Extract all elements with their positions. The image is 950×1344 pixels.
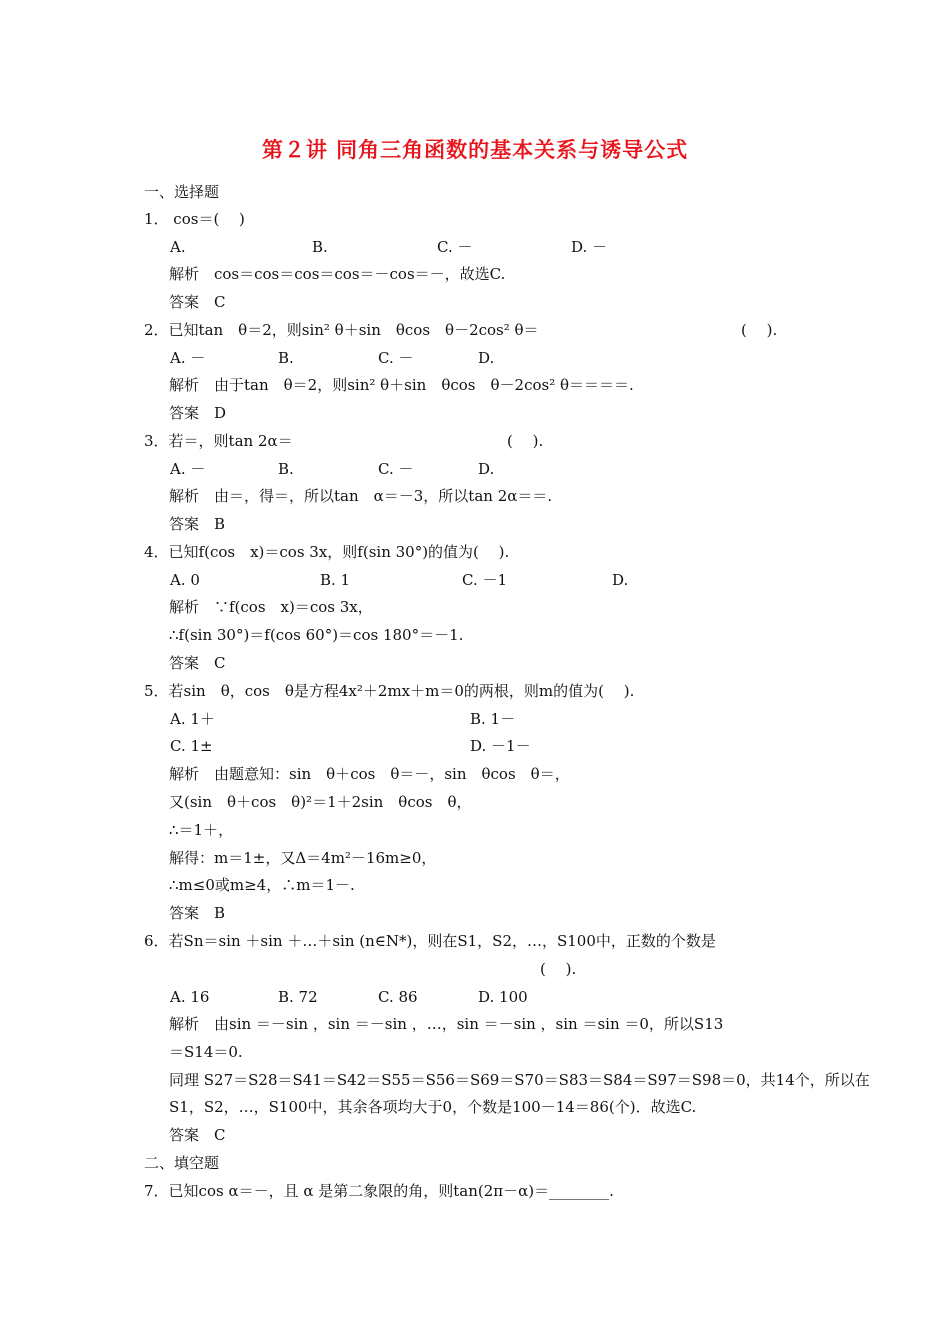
q4-stem: 4．已知f(cos x)＝cos 3x，则f(sin 30°)的值为( ). — [144, 543, 510, 561]
q2-answer: 答案 D — [169, 404, 227, 422]
q3-option-c: C. － — [378, 460, 414, 478]
q5-option-a: A. 1＋ — [170, 710, 215, 728]
section-heading-choice: 一、选择题 — [144, 183, 220, 201]
q2-option-b: B. — [278, 349, 294, 367]
q4-analysis-line-2: ∴f(sin 30°)＝f(cos 60°)＝cos 180°＝－1. — [169, 626, 464, 644]
q4-option-c: C. －1 — [462, 571, 508, 589]
q3-bracket: ( ). — [507, 432, 544, 450]
q4-option-b: B. 1 — [320, 571, 351, 589]
q6-analysis-line-4: S1，S2，…，S100中，其余各项均大于0，个数是100－14＝86(个)．故选C. — [169, 1098, 697, 1116]
q2-analysis: 解析 由于tan θ＝2，则sin² θ＋sin θcos θ－2cos² θ＝＝＝＝. — [169, 376, 634, 394]
q4-option-a: A. 0 — [170, 571, 200, 589]
section-heading-fill: 二、填空题 — [144, 1154, 220, 1172]
q6-stem: 6．若Sn＝sin ＋sin ＋…＋sin (n∈N*)，则在S1，S2，…，S100中，正数的个数是 — [144, 932, 716, 950]
q6-bracket: ( ). — [540, 960, 577, 978]
q6-option-c: C. 86 — [378, 988, 418, 1006]
q1-answer: 答案 C — [169, 293, 226, 311]
q2-bracket: ( ). — [741, 321, 778, 339]
q1-option-d: D. － — [571, 238, 608, 256]
q1-option-b: B. — [312, 238, 328, 256]
q4-option-d: D. — [612, 571, 629, 589]
q6-option-b: B. 72 — [278, 988, 318, 1006]
q2-option-d: D. — [478, 349, 495, 367]
q1-stem: 1． cos＝( ) — [144, 210, 245, 228]
q3-option-b: B. — [278, 460, 294, 478]
q5-option-d: D. －1－ — [470, 737, 531, 755]
q3-stem: 3．若＝，则tan 2α＝ — [144, 432, 293, 450]
q5-analysis-line-5: ∴m≤0或m≥4，∴m＝1－. — [169, 876, 355, 894]
q3-option-d: D. — [478, 460, 495, 478]
q5-analysis-line-1: 解析 由题意知：sin θ＋cos θ＝－，sin θcos θ＝， — [169, 765, 570, 783]
q5-analysis-line-3: ∴＝1＋， — [169, 821, 234, 839]
q1-option-c: C. － — [437, 238, 473, 256]
page-title: 第２讲 同角三角函数的基本关系与诱导公式 — [261, 137, 689, 162]
q2-option-c: C. － — [378, 349, 414, 367]
q6-analysis-line-3: 同理 S27＝S28＝S41＝S42＝S55＝S56＝S69＝S70＝S83＝S84＝S97＝S98＝0，共14个，所以在 — [169, 1071, 870, 1089]
q6-option-a: A. 16 — [170, 988, 210, 1006]
q5-answer: 答案 B — [169, 904, 226, 922]
q5-stem: 5．若sin θ，cos θ是方程4x²＋2mx＋m＝0的两根，则m的值为( ). — [144, 682, 635, 700]
q3-option-a: A. － — [170, 460, 206, 478]
q1-option-a: A. — [170, 238, 186, 256]
q5-option-c: C. 1± — [170, 737, 213, 755]
q2-option-a: A. － — [170, 349, 206, 367]
q4-analysis-line-1: 解析 ∵f(cos x)＝cos 3x， — [169, 598, 373, 616]
q5-analysis-line-2: 又(sin θ＋cos θ)²＝1＋2sin θcos θ， — [169, 793, 472, 811]
q6-option-d: D. 100 — [478, 988, 528, 1006]
q5-option-b: B. 1－ — [470, 710, 516, 728]
q6-analysis-line-2: ＝S14＝0. — [169, 1043, 243, 1061]
q4-answer: 答案 C — [169, 654, 226, 672]
q6-analysis-line-1: 解析 由sin ＝－sin ，sin ＝－sin ，…，sin ＝－sin ，sin ＝sin ＝0，所以S13 — [169, 1015, 724, 1033]
q1-analysis: 解析 cos＝cos＝cos＝cos＝－cos＝－，故选C. — [169, 265, 506, 283]
q6-answer: 答案 C — [169, 1126, 226, 1144]
q5-analysis-line-4: 解得：m＝1±，又Δ＝4m²－16m≥0， — [169, 849, 437, 867]
q3-answer: 答案 B — [169, 515, 226, 533]
q3-analysis: 解析 由＝，得＝，所以tan α＝－3，所以tan 2α＝＝. — [169, 487, 553, 505]
q2-stem: 2．已知tan θ＝2，则sin² θ＋sin θcos θ－2cos² θ＝ — [144, 321, 539, 339]
q7-stem: 7．已知cos α＝－，且 α 是第二象限的角，则tan(2π－α)＝________. — [144, 1182, 614, 1200]
